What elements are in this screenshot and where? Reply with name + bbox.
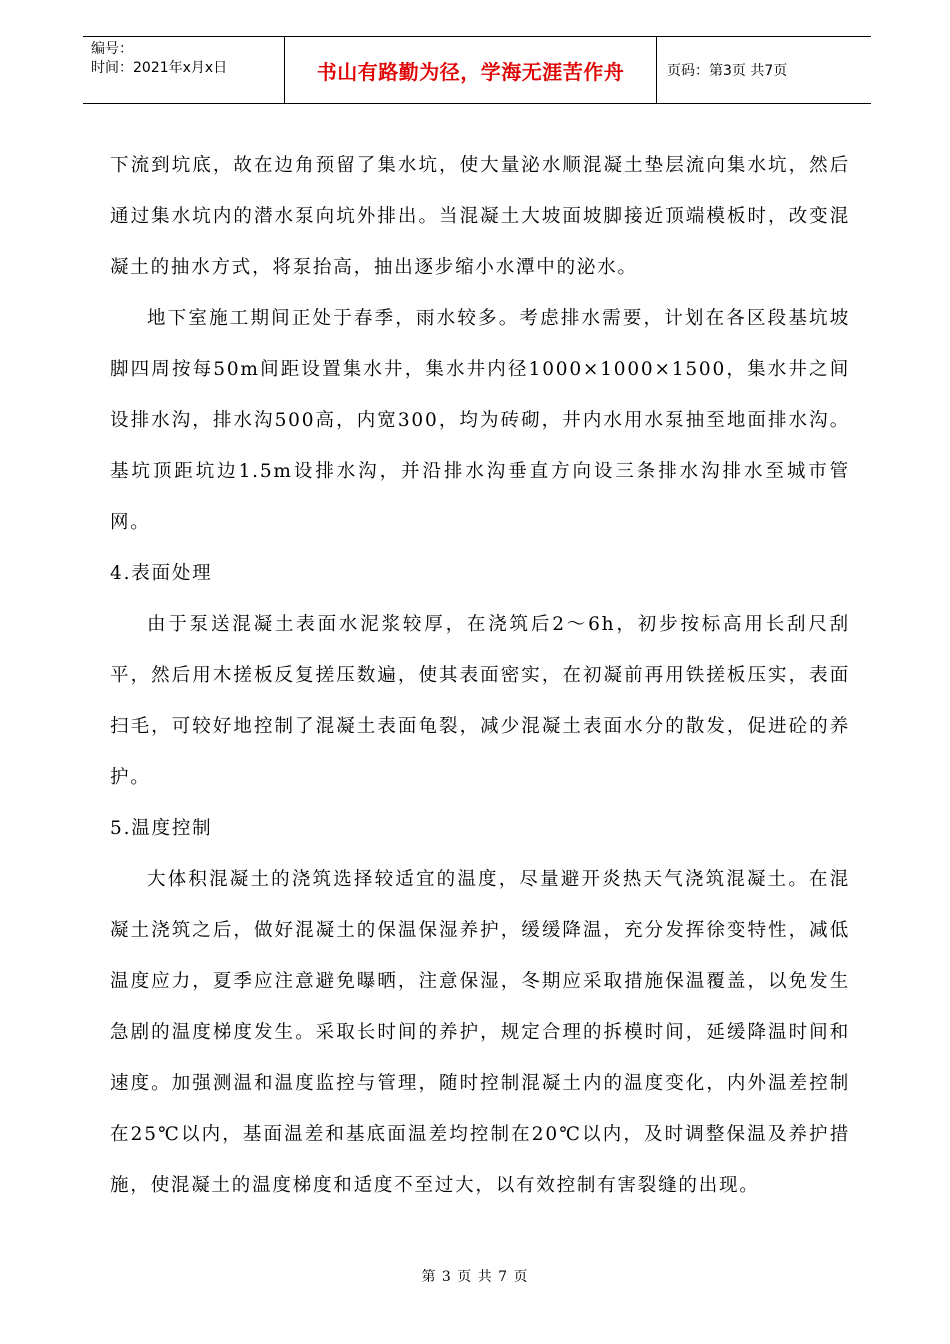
paragraph-drainage: 地下室施工期间正处于春季，雨水较多。考虑排水需要，计划在各区段基坑坡脚四周按每50m间距设置集水井，集水井内径1000×1000×1500，集水井之间设排水沟，排水沟500高，内宽300，均为砖砌，井内水用水泵抽至地面排水沟。基坑顶距坑边1.5m设排水沟，并沿排水沟垂直方向设三条排水沟排水至城市管网。 (110, 308, 850, 533)
document-body (110, 140, 850, 1211)
date-label: 时间：2021年x月x日 (91, 60, 228, 76)
header-motto: 书山有路勤为径，学海无涯苦作舟 (285, 37, 657, 103)
section-heading-temperature-control: 5.温度控制 (110, 818, 213, 839)
header-page-info: 页码：第3页 共7页 (667, 63, 788, 79)
header-meta (83, 37, 285, 103)
document-header (83, 36, 871, 104)
paragraph-temperature-control: 大体积混凝土的浇筑选择较适宜的温度，尽量避开炎热天气浇筑混凝土。在混凝土浇筑之后，做好混凝土的保温保湿养护，缓缓降温，充分发挥徐变特性，减低温度应力，夏季应注意避免曝晒，注意保湿，冬期应采取措施保温覆盖，以免发生急剧的温度梯度发生。采取长时间的养护，规定合理的拆模时间，延缓降温时间和速度。加强测温和温度监控与管理，随时控制混凝土内的温度变化，内外温差控制在25℃以内，基面温差和基底面温差均控制在20℃以内，及时调整保温及养护措施，使混凝土的温度梯度和适度不至过大，以有效控制有害裂缝的出现。 (110, 869, 850, 1196)
section-heading-surface-treatment: 4.表面处理 (110, 563, 213, 584)
page-footer: 第 3 页 共 7 页 (421, 1269, 529, 1285)
paragraph-surface-treatment: 由于泵送混凝土表面水泥浆较厚，在浇筑后2～6h，初步按标高用长刮尺刮平，然后用木搓板反复搓压数遍，使其表面密实，在初凝前再用铁搓板压实，表面扫毛，可较好地控制了混凝土表面龟裂，减少混凝土表面水分的散发，促进砼的养护。 (110, 614, 850, 788)
number-label: 编号： (91, 41, 133, 57)
paragraph-continuation: 下流到坑底，故在边角预留了集水坑，使大量泌水顺混凝土垫层流向集水坑，然后通过集水坑内的潜水泵向坑外排出。当混凝土大坡面坡脚接近顶端模板时，改变混凝土的抽水方式，将泵抬高，抽出逐步缩小水潭中的泌水。 (110, 155, 850, 278)
